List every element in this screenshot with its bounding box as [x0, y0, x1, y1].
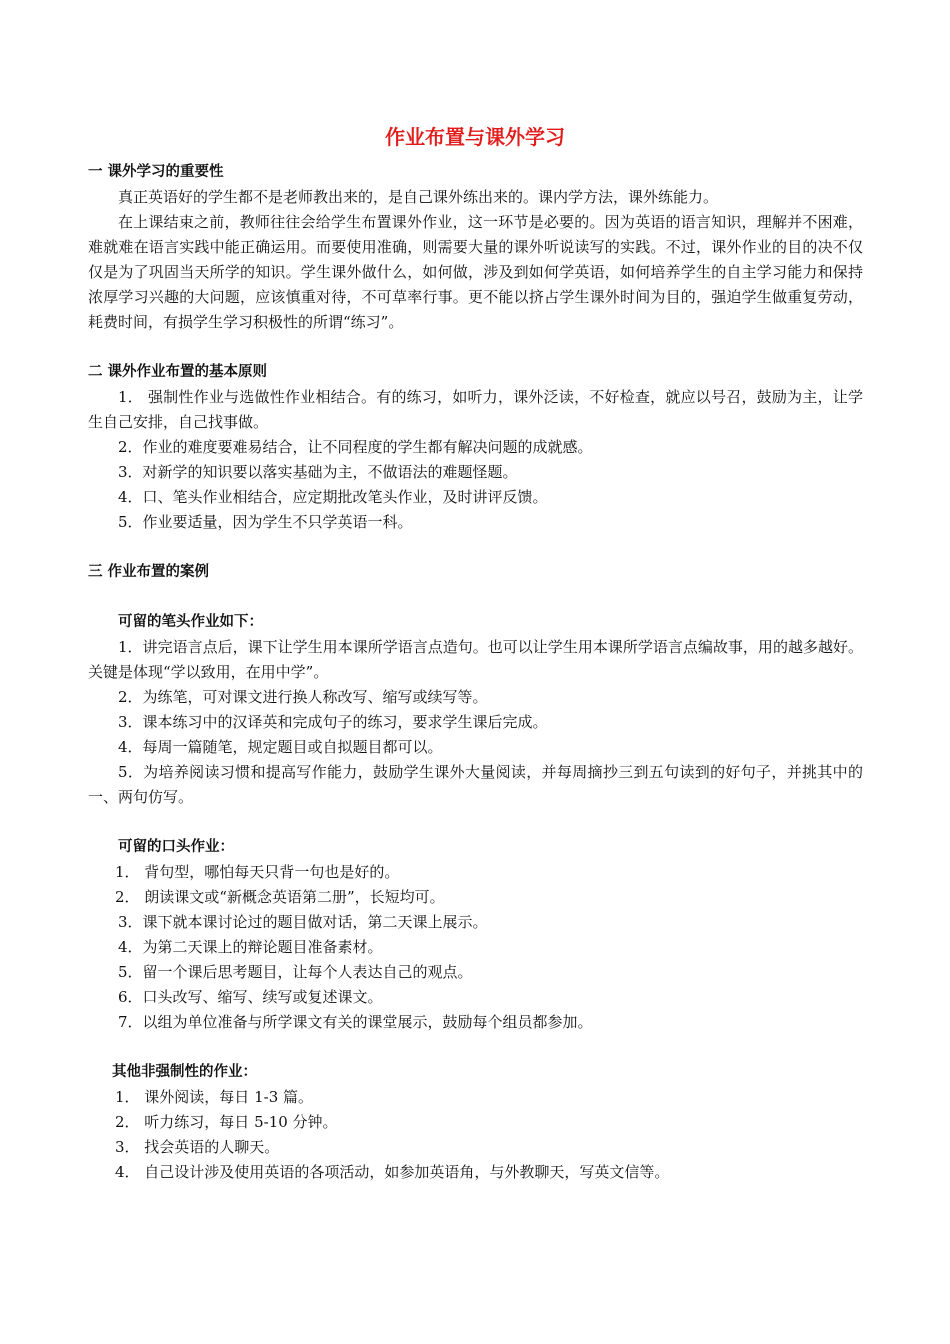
- principle-item: 3．对新学的知识要以落实基础为主，不做语法的难题怪题。: [118, 463, 518, 481]
- written-homework-item: 2．为练笔，可对课文进行换人称改写、缩写或续写等。: [118, 688, 488, 706]
- oral-homework-item: 3．课下就本课讨论过的题目做对话，第二天课上展示。: [118, 913, 488, 931]
- oral-homework-item: 6．口头改写、缩写、续写或复述课文。: [118, 988, 383, 1006]
- principle-item: 1． 强制性作业与选做性作业相结合。有的练习，如听力，课外泛读，不好检查，就应以号召，鼓励为主，让学生自己安排，自己找事做。: [88, 388, 863, 431]
- section-1-paragraph-2: 在上课结束之前，教师往往会给学生布置课外作业，这一环节是必要的。因为英语的语言知识，理解并不困难，难就难在语言实践中能正确运用。而要使用准确，则需要大量的课外听说读写的实践。不过，课外作业的目的决不仅仅是为了巩固当天所学的知识。学生课外做什么，如何做，涉及到如何学英语，如何培养学生的自主学习能力和保持浓厚学习兴趣的大问题，应该慎重对待，不可草率行事。更不能以挤占学生课外时间为目的，强迫学生做重复劳动，耗费时间，有损学生学习积极性的所谓“练习”。: [88, 213, 863, 331]
- document-title: 作业布置与课外学习: [385, 125, 565, 149]
- oral-homework-item: 5．留一个课后思考题目，让每个人表达自己的观点。: [118, 963, 473, 981]
- written-homework-item: 5．为培养阅读习惯和提高写作能力，鼓励学生课外大量阅读，并每周摘抄三到五句读到的好句子，并挑其中的一、两句仿写。: [88, 763, 863, 806]
- written-homework-item: 3．课本练习中的汉译英和完成句子的练习，要求学生课后完成。: [118, 713, 548, 731]
- oral-homework-item: 1． 背句型，哪怕每天只背一句也是好的。: [115, 863, 400, 881]
- section-2-heading: 二 课外作业布置的基本原则: [88, 364, 268, 380]
- other-homework-heading: 其他非强制性的作业：: [112, 1064, 257, 1080]
- oral-homework-item: 7．以组为单位准备与所学课文有关的课堂展示，鼓励每个组员都参加。: [118, 1013, 593, 1031]
- principle-item: 2．作业的难度要难易结合，让不同程度的学生都有解决问题的成就感。: [118, 438, 593, 456]
- written-homework-item: 1．讲完语言点后，课下让学生用本课所学语言点造句。也可以让学生用本课所学语言点编故事，用的越多越好。关键是体现“学以致用，在用中学”。: [88, 638, 863, 681]
- principle-item: 4．口、笔头作业相结合，应定期批改笔头作业，及时讲评反馈。: [118, 488, 548, 506]
- section-1-paragraph-1: 真正英语好的学生都不是老师教出来的，是自己课外练出来的。课内学方法，课外练能力。: [118, 188, 719, 206]
- other-homework-item: 3． 找会英语的人聊天。: [115, 1138, 280, 1156]
- principle-item: 5．作业要适量，因为学生不只学英语一科。: [118, 513, 413, 531]
- written-homework-item: 4．每周一篇随笔，规定题目或自拟题目都可以。: [118, 738, 443, 756]
- oral-homework-item: 2． 朗读课文或“新概念英语第二册”，长短均可。: [115, 888, 445, 906]
- other-homework-item: 4． 自己设计涉及使用英语的各项活动，如参加英语角，与外教聊天，写英文信等。: [115, 1163, 670, 1181]
- other-homework-item: 1． 课外阅读，每日 1-3 篇。: [115, 1088, 314, 1106]
- written-homework-heading: 可留的笔头作业如下：: [118, 614, 263, 630]
- other-homework-item: 2． 听力练习，每日 5-10 分钟。: [115, 1113, 338, 1131]
- oral-homework-item: 4．为第二天课上的辩论题目准备素材。: [118, 938, 383, 956]
- section-1-heading: 一 课外学习的重要性: [88, 164, 224, 180]
- section-3-heading: 三 作业布置的案例: [88, 564, 210, 580]
- oral-homework-heading: 可留的口头作业：: [118, 839, 234, 855]
- document-body: [88, 160, 863, 1185]
